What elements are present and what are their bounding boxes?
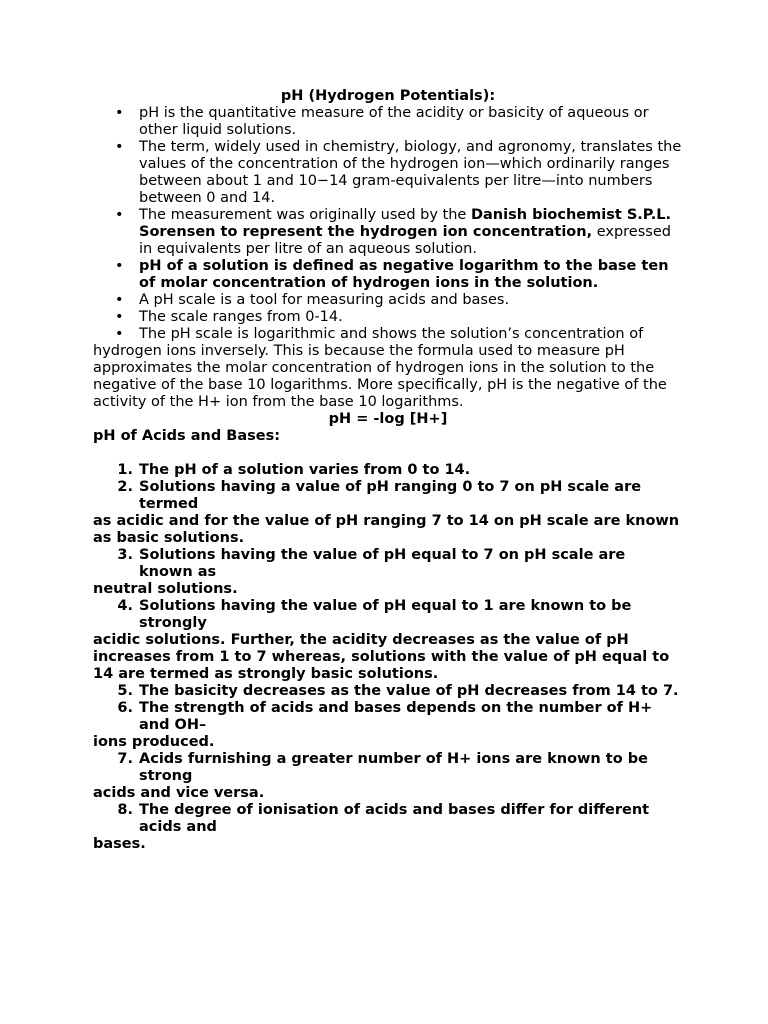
bullet-item: • The measurement was originally used by the Danish biochemist S.P.L. Sorensen to represent the hydrogen ion concentration, expressed in equivalents per litre of an aqueous solution.	[115, 207, 671, 257]
numbered-item: 7. Acids furnishing a greater number of H+ ions are known to be strong	[93, 751, 683, 785]
bullet-item: • The pH scale is logarithmic and shows the solution’s concentration of	[115, 326, 644, 342]
bullet-marker: •	[115, 292, 124, 308]
item-number: 8.	[117, 802, 133, 818]
item-number: 5.	[117, 683, 133, 699]
numbered-item: 1. The pH of a solution varies from 0 to 14.	[93, 462, 683, 479]
item-number: 2.	[117, 479, 133, 495]
bullet-marker: •	[115, 105, 124, 121]
emphasis-text: pH of a solution is defined as negative logarithm to the base ten of molar concentration of hydrogen ions in the solution.	[139, 258, 669, 291]
numbered-item: 4. Solutions having the value of pH equal to 1 are known to be strongly	[93, 598, 683, 632]
item-number: 6.	[117, 700, 133, 716]
bullet-item: • The scale ranges from 0-14.	[115, 309, 343, 325]
document-title: pH (Hydrogen Potentials):	[280, 88, 496, 104]
numbered-item: 2. Solutions having a value of pH ranging 0 to 7 on pH scale are termed	[93, 479, 683, 513]
bullet-marker: •	[115, 258, 124, 274]
item-number: 4.	[117, 598, 133, 614]
bullet-item: • pH is the quantitative measure of the acidity or basicity of aqueous or other liquid solutions.	[115, 105, 649, 138]
continuation-line: bases.	[93, 836, 146, 852]
bullet-marker: •	[115, 139, 124, 155]
numbered-item: 6. The strength of acids and bases depends on the number of H+ and OH–	[93, 700, 683, 734]
numbered-item: 3. Solutions having the value of pH equal to 7 on pH scale are known as	[93, 547, 683, 581]
bullet-marker: •	[115, 309, 124, 325]
numbered-item: 5. The basicity decreases as the value of pH decreases from 14 to 7.	[93, 683, 683, 700]
item-number: 3.	[117, 547, 133, 563]
bullet-marker: •	[115, 207, 124, 223]
emphasis-text: Danish biochemist S.P.L. Sorensen to represent the hydrogen ion concentration,	[139, 207, 671, 240]
item-number: 1.	[117, 462, 133, 478]
bullet-item: • The term, widely used in chemistry, biology, and agronomy, translates the values of the concentration of the hydrogen ion—which ordinarily ranges between about 1 and 10−14 gram-equivalents per litre—into numbers between 0 and 14.	[115, 139, 682, 206]
bullet-item: • A pH scale is a tool for measuring acids and bases.	[115, 292, 510, 308]
continuation-line: acidic solutions. Further, the acidity decreases as the value of pH increases from 1 to 7 whereas, solutions with the value of pH equal to 14 are termed as strongly basic solutions.	[93, 632, 670, 682]
continuation-line: neutral solutions.	[93, 581, 238, 597]
bullet-marker: •	[115, 326, 124, 342]
continuation-line: ions produced.	[93, 734, 215, 750]
blank-line	[93, 445, 683, 462]
continuation-line: as acidic and for the value of pH ranging 7 to 14 on pH scale are known	[93, 513, 680, 529]
continuation-line: as basic solutions.	[93, 530, 245, 546]
numbered-list	[93, 462, 683, 853]
body-paragraph: hydrogen ions inversely. This is because the formula used to measure pH approximates the molar concentration of hydrogen ions in the solution to the negative of the base 10 logarithms. More specifically, pH is the negative of the activity of the H+ ion from the base 10 logarithms.	[93, 343, 667, 410]
document-page	[93, 88, 683, 853]
formula: pH = -log [H+]	[328, 411, 448, 427]
section-heading: pH of Acids and Bases:	[93, 428, 280, 444]
bullet-list	[93, 105, 683, 343]
continuation-line: acids and vice versa.	[93, 785, 265, 801]
numbered-item: 8. The degree of ionisation of acids and bases differ for different acids and	[93, 802, 683, 836]
bullet-item	[93, 258, 683, 292]
item-number: 7.	[117, 751, 133, 767]
